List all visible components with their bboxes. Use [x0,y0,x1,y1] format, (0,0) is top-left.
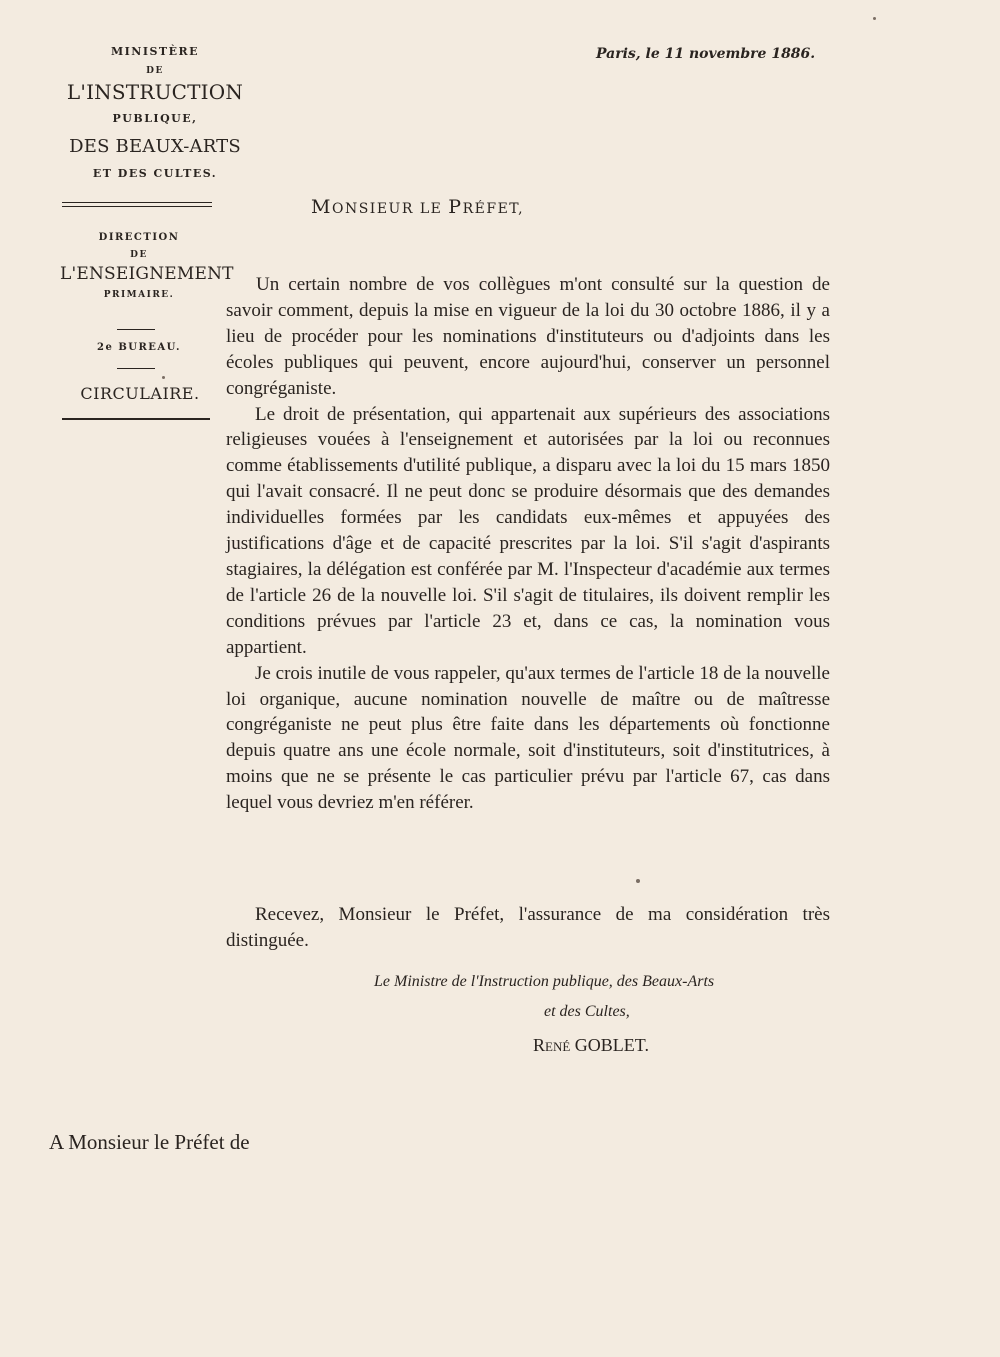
letterhead-publique: PUBLIQUE, [112,112,198,125]
paper-speck [162,376,165,379]
signature-name [533,1035,649,1056]
paragraph-3: Je crois inutile de vous rappeler, qu'aux termes de l'article 18 de la nouvelle loi organique, aucune nomination nouvelle de maître ou de maîtresse congréganiste ne peut plus être faite dans les départements où fonctionne depuis quatre ans une école normale, soit d'instituteurs, soit d'institutrices, à moins que ne se présente le cas particulier prévu par l'article 67, cas dans lequel vous devriez m'en référer. [226,662,830,814]
address-line: A Monsieur le Préfet de [49,1130,250,1154]
letter-body [226,272,830,816]
paper-speck [636,879,640,883]
paragraph-closing: Recevez, Monsieur le Préfet, l'assurance de ma considération très distinguée. [226,904,830,951]
bureau-short-rule [117,368,155,369]
department-block [60,228,234,304]
department-primaire: PRIMAIRE. [103,290,175,300]
department-short-rule [117,329,155,330]
signature-title-line1: Le Ministre de l'Instruction publique, des Beaux-Arts [374,973,715,990]
salutation [311,196,524,218]
closing-body [226,902,830,954]
signature-initial: R [533,1035,546,1055]
salutation-onsieur: ONSIEUR LE [331,201,449,217]
letterhead-beaux-arts: DES BEAUX-ARTS [69,136,241,157]
signature-firstname-rest: ENÉ [545,1039,571,1054]
department-bureau: 2e BUREAU. [97,342,181,353]
letterhead-double-rule-top [62,202,212,203]
signature-lastname: GOBLET. [574,1035,649,1055]
circulaire-label: CIRCULAIRE. [80,384,200,403]
letterhead-de: DE [146,66,164,76]
letterhead-double-rule-bottom [62,206,212,207]
salutation-refet: RÉFET, [462,201,525,217]
letterhead-instruction: L'INSTRUCTION [66,80,244,104]
salutation-initial-m: M [311,196,332,218]
department-direction: DIRECTION [98,232,180,243]
signature-title-line2: et des Cultes, [544,1003,630,1020]
date-line: Paris, le 11 novembre 1886. [596,46,816,62]
letterhead-ministry-label: MINISTÈRE [110,45,200,58]
paper-speck [873,17,876,20]
department-de: DE [130,250,148,260]
circulaire-rule [62,418,210,420]
salutation-initial-p: P [448,196,463,218]
letterhead-cultes: ET DES CULTES. [92,167,218,180]
department-enseignement: L'ENSEIGNEMENT [60,264,234,284]
paragraph-1: Un certain nombre de vos collègues m'ont consulté sur la question de savoir comment, depuis la mise en vigueur de la loi du 30 octobre 1886, il y a lieu de procéder pour les nominations d'instituteurs ou d'adjoints dans les écoles publiques qui peuvent, encore aujourd'hui, conserver un personnel congréganiste. [226,274,830,399]
letterhead [60,40,250,186]
paragraph-2: Le droit de présentation, qui appartenait aux supérieurs des associations religieuses vouées à l'enseignement et autorisées par la loi ou reconnues comme établissements d'utilité publique, a disparu avec la loi du 15 mars 1850 qui l'avait consacré. Il ne peut donc se produire désormais que des demandes individuelles formées par les candidats eux-mêmes et appuyées des justifications d'âge et de capacité prescrites par la loi. S'il s'agit d'aspirants stagiaires, la délégation est conférée par M. l'Inspecteur d'académie aux termes de l'article 26 de la nouvelle loi. S'il s'agit de titulaires, ils doivent remplir les conditions prévues par l'article 23 et, dans ce cas, la nomination vous appartient. [226,403,830,658]
